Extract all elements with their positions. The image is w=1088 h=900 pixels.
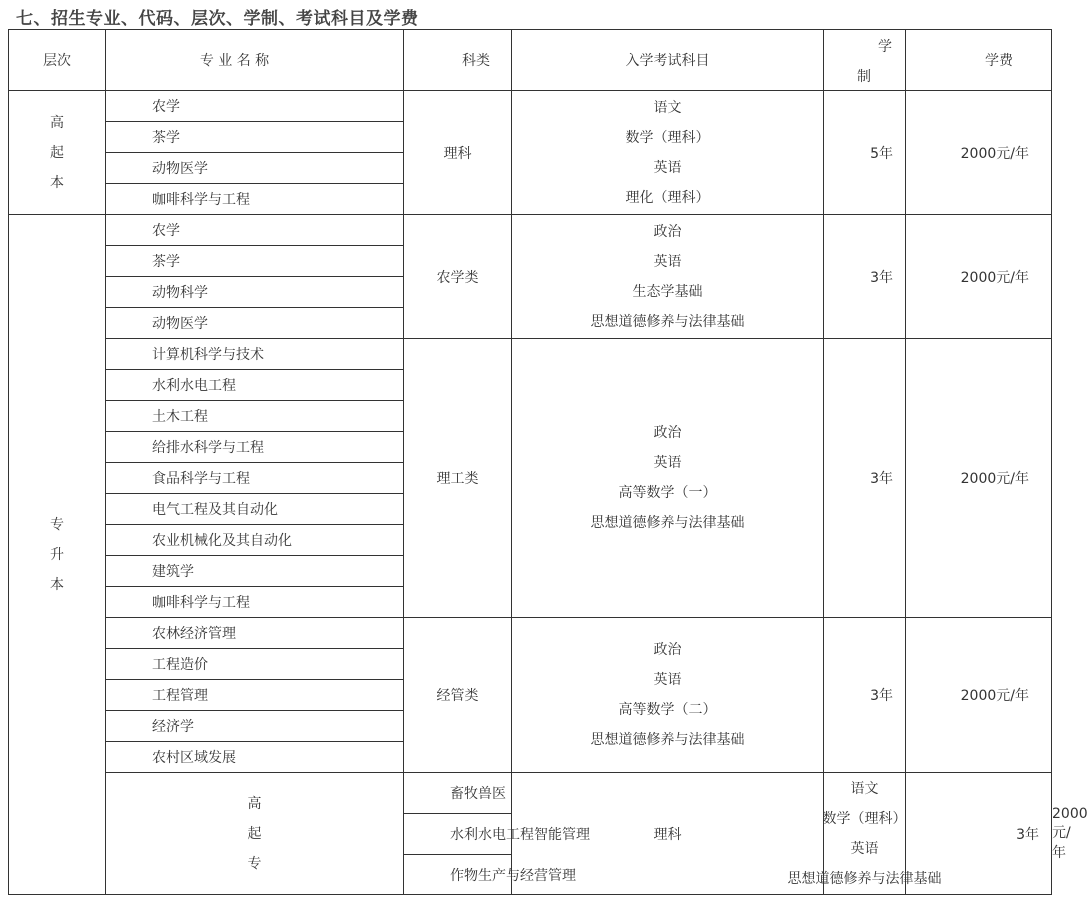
level-char: 专 bbox=[50, 516, 64, 533]
subjects-cell-g5 bbox=[787, 773, 942, 895]
subject-item: 语文 bbox=[850, 780, 879, 797]
major-cell: 农林经济管理 bbox=[106, 618, 404, 649]
major-cell: 工程管理 bbox=[106, 680, 404, 711]
subject-item: 思想道德修养与法律基础 bbox=[590, 313, 745, 330]
major-cell: 电气工程及其自动化 bbox=[106, 494, 404, 525]
major-cell: 食品科学与工程 bbox=[106, 463, 404, 494]
level-char: 起 bbox=[247, 825, 262, 842]
major-cell: 农学 bbox=[106, 91, 404, 122]
major-cell: 土木工程 bbox=[106, 401, 404, 432]
header-system bbox=[824, 30, 906, 91]
major-cell: 农业机械化及其自动化 bbox=[106, 525, 404, 556]
header-fee: 学费 bbox=[906, 30, 1052, 91]
subject-item: 语文 bbox=[653, 99, 682, 116]
fee-cell-g1: 2000元/年 bbox=[906, 91, 1052, 215]
subject-item: 英语 bbox=[653, 253, 682, 270]
header-major: 专 业 名 称 bbox=[106, 30, 404, 91]
system-cell-g3: 3年 bbox=[824, 339, 906, 618]
header-level: 层次 bbox=[9, 30, 106, 91]
section-title: 七、招生专业、代码、层次、学制、考试科目及学费 bbox=[16, 9, 419, 29]
subject-item: 生态学基础 bbox=[632, 283, 703, 300]
system-cell-g1: 5年 bbox=[824, 91, 906, 215]
subject-item: 思想道德修养与法律基础 bbox=[590, 515, 745, 531]
level-char: 高 bbox=[50, 114, 64, 131]
subject-item: 理化（理科） bbox=[625, 189, 710, 206]
subject-item: 政治 bbox=[653, 425, 682, 441]
admissions-table bbox=[8, 29, 1088, 895]
table-row bbox=[9, 215, 1052, 246]
table-header-row bbox=[9, 30, 1052, 91]
major-cell: 建筑学 bbox=[106, 556, 404, 587]
table-row bbox=[9, 91, 1052, 122]
level-char: 升 bbox=[50, 546, 64, 563]
header-category: 科类 bbox=[404, 30, 512, 91]
system-cell-g2: 3年 bbox=[824, 215, 906, 339]
system-cell-g5: 3年 bbox=[906, 773, 1052, 895]
category-cell-g4: 经管类 bbox=[404, 618, 512, 773]
category-cell-g3: 理工类 bbox=[404, 339, 512, 618]
level-cell-g5 bbox=[106, 773, 404, 895]
major-cell: 水利水电工程 bbox=[106, 370, 404, 401]
header-system-char1: 学 bbox=[878, 39, 892, 55]
subject-item: 英语 bbox=[653, 672, 682, 688]
major-cell: 动物医学 bbox=[106, 308, 404, 339]
level-cell-g1 bbox=[9, 91, 106, 215]
major-cell: 计算机科学与技术 bbox=[106, 339, 404, 370]
subject-item: 高等数学（一） bbox=[618, 485, 717, 501]
subjects-cell-g2 bbox=[512, 215, 824, 339]
subject-item: 政治 bbox=[653, 223, 682, 240]
fee-cell-g4: 2000元/年 bbox=[906, 618, 1052, 773]
subjects-cell-g1 bbox=[512, 91, 824, 215]
major-cell: 作物生产与经营管理 bbox=[404, 855, 512, 895]
level-char: 本 bbox=[50, 576, 64, 593]
level-char: 专 bbox=[247, 855, 262, 872]
subjects-cell-g3 bbox=[512, 339, 824, 618]
fee-cell-g3: 2000元/年 bbox=[906, 339, 1052, 618]
subject-item: 政治 bbox=[653, 642, 682, 658]
major-cell: 动物医学 bbox=[106, 153, 404, 184]
major-cell: 农学 bbox=[106, 215, 404, 246]
major-cell: 农村区域发展 bbox=[106, 742, 404, 773]
major-cell: 工程造价 bbox=[106, 649, 404, 680]
subject-item: 英语 bbox=[653, 159, 682, 176]
major-cell: 畜牧兽医 bbox=[404, 773, 512, 814]
system-cell-g4: 3年 bbox=[824, 618, 906, 773]
category-cell-g1: 理科 bbox=[404, 91, 512, 215]
subject-item: 数学（理科） bbox=[625, 129, 710, 146]
table-row bbox=[9, 618, 1052, 649]
subject-item: 思想道德修养与法律基础 bbox=[590, 732, 745, 748]
major-cell: 动物科学 bbox=[106, 277, 404, 308]
level-char: 本 bbox=[50, 174, 64, 191]
level-char: 起 bbox=[50, 144, 64, 161]
major-cell: 水利水电工程智能管理 bbox=[404, 814, 512, 855]
header-system-char2: 制 bbox=[857, 69, 871, 85]
subject-item: 高等数学（二） bbox=[618, 702, 717, 718]
category-cell-g5: 理科 bbox=[512, 773, 824, 895]
table-row bbox=[9, 339, 1052, 370]
major-cell: 经济学 bbox=[106, 711, 404, 742]
subjects-cell-g4 bbox=[512, 618, 824, 773]
major-cell: 茶学 bbox=[106, 246, 404, 277]
level-char: 高 bbox=[247, 795, 262, 812]
subject-item: 思想道德修养与法律基础 bbox=[787, 870, 942, 887]
subject-item: 英语 bbox=[850, 840, 879, 857]
subject-item: 数学（理科） bbox=[822, 810, 907, 827]
level-cell-g2 bbox=[9, 215, 106, 895]
major-cell: 茶学 bbox=[106, 122, 404, 153]
category-cell-g2: 农学类 bbox=[404, 215, 512, 339]
major-cell: 给排水科学与工程 bbox=[106, 432, 404, 463]
header-subjects: 入学考试科目 bbox=[512, 30, 824, 91]
subject-item: 英语 bbox=[653, 455, 682, 471]
major-cell: 咖啡科学与工程 bbox=[106, 587, 404, 618]
table-row: 高 起 专 畜牧兽医 理科 语文 数学（理科） 英语 思想道德修养与法律基础 3年 2000元/年 bbox=[9, 773, 1052, 814]
major-cell: 咖啡科学与工程 bbox=[106, 184, 404, 215]
fee-cell-g2: 2000元/年 bbox=[906, 215, 1052, 339]
